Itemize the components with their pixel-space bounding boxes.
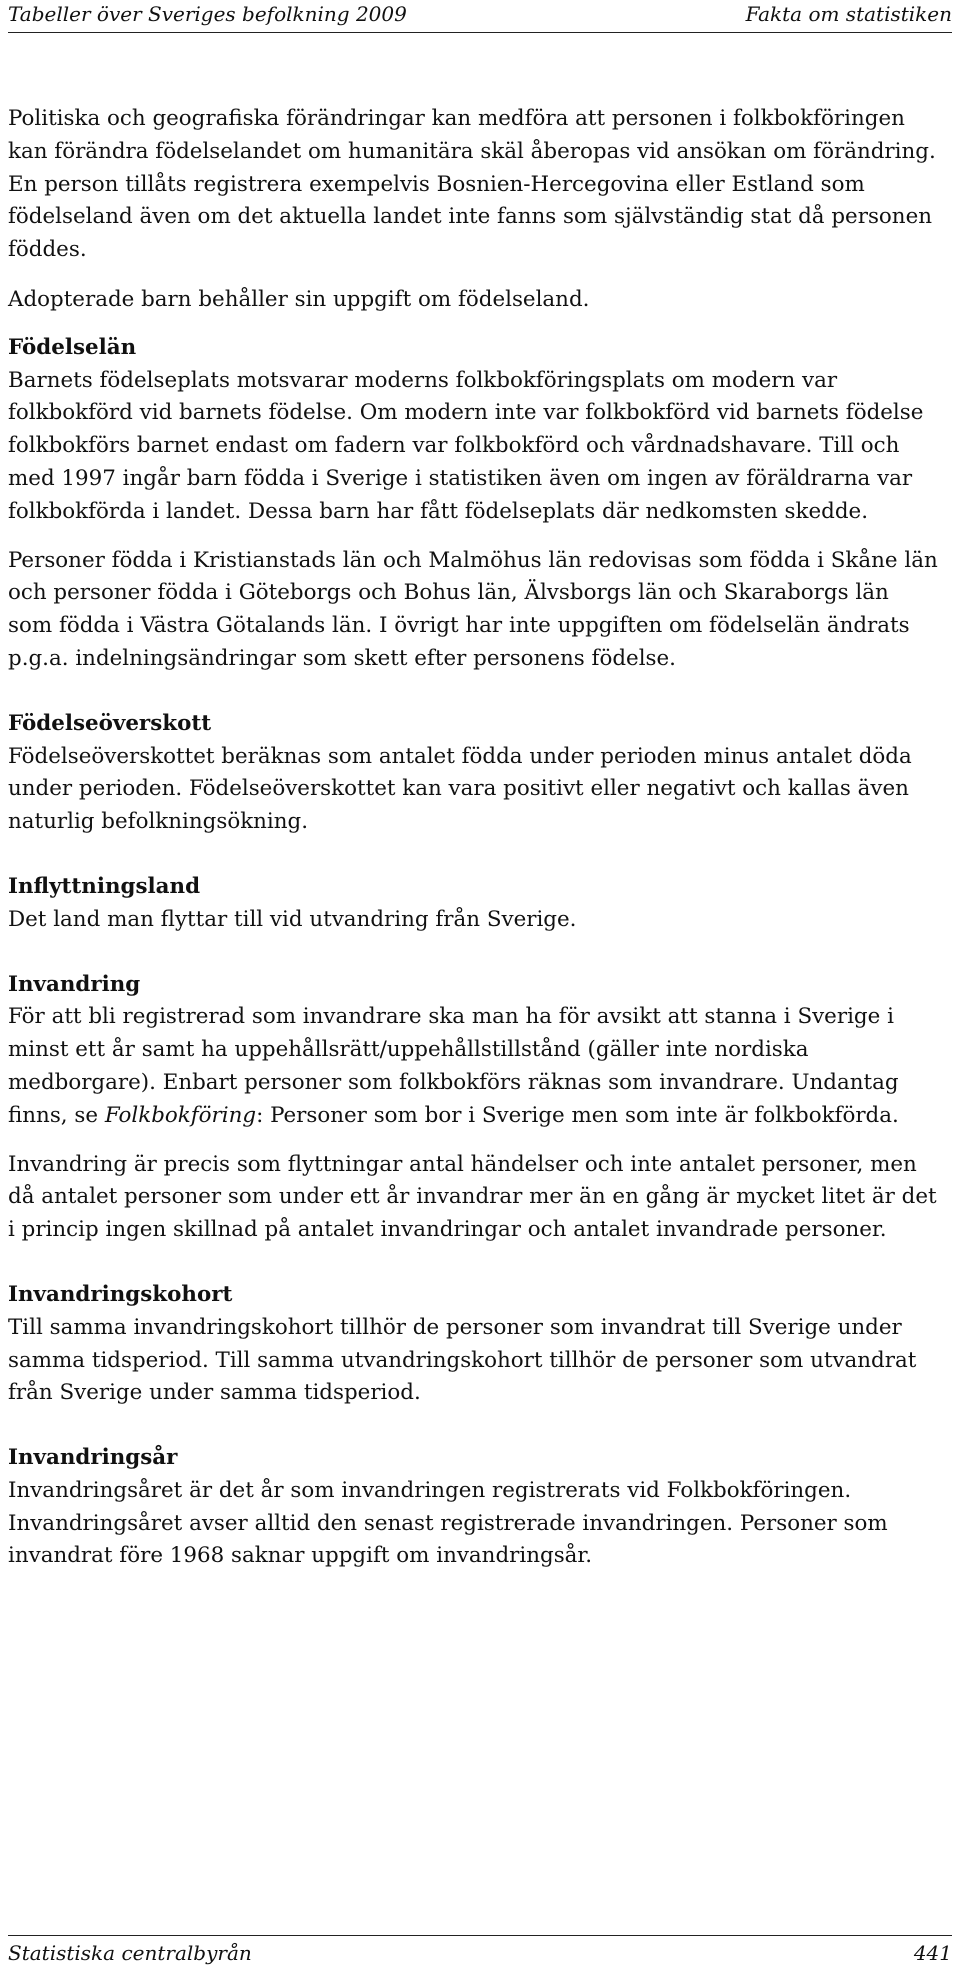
- section-paragraph: Födelseöverskottet beräknas som antalet födda under perioden minus antalet döda under perioden. Födelseöverskottet kan vara positivt eller negativt och kallas även naturlig befolkningsökning.: [8, 743, 912, 835]
- body-text: [8, 103, 938, 1605]
- section-paragraph: Invandringsåret är det år som invandringen registrerats vid Folkbokföringen. Invandringsåret avser alltid den senast registrerade invandringen. Personer som invandrat före 1968 saknar uppgift om invandringsår.: [8, 1477, 888, 1569]
- page-number: 441: [913, 1941, 952, 1965]
- intro-paragraph-1: Politiska och geografiska förändringar kan medföra att personen i folkbokföringen kan förändra födelselandet om humanitära skäl åberopas vid ansökan om förändring. En person tillåts registrera exempelvis Bosnien-Hercegovina eller Estland som födelseland även om det aktuella landet inte fanns som självständig stat då personen föddes.: [8, 106, 936, 263]
- section-invandring: [8, 969, 938, 1247]
- text-run: För att bli registrerad som invandrare ska man ha för avsikt att stanna i Sverige i minst ett år samt ha uppehållsrätt/uppehållstillstånd (gäller inte nordiska medborgare). Enbart personer som folkbokförs räknas som invandrare. Undantag finns, se: [8, 1004, 899, 1128]
- footer-rule: [8, 1935, 952, 1936]
- section-paragraph: Personer födda i Kristianstads län och Malmöhus län redovisas som födda i Skåne län och personer födda i Göteborgs och Bohus län, Älvsborgs län och Skaraborgs län som födda i Västra Götalands län. I övrigt har inte uppgiften om födelselän ändrats p.g.a. indelningsändringar som skett efter personens födelse.: [8, 547, 938, 671]
- section-paragraph: [8, 1001, 938, 1132]
- section-inflyttningsland: [8, 871, 938, 937]
- section-invandringskohort: [8, 1279, 938, 1410]
- section-heading: Inflyttningsland: [8, 873, 201, 899]
- section-heading: Födelseöverskott: [8, 710, 212, 736]
- section-paragraph: Till samma invandringskohort tillhör de personer som invandrat till Sverige under samma tidsperiod. Till samma utvandringskohort tillhör de personer som utvandrat från Sverige under samma tidsperiod.: [8, 1314, 917, 1406]
- section-heading: Invandringskohort: [8, 1281, 233, 1307]
- section-heading: Invandringsår: [8, 1445, 178, 1471]
- text-run: : Personer som bor i Sverige men som inte är folkbokförda.: [256, 1102, 899, 1128]
- section-heading: Invandring: [8, 971, 141, 997]
- section-fodelseoverskott: [8, 708, 938, 839]
- header-chapter-title: Fakta om statistiken: [745, 2, 952, 26]
- section-paragraph: Det land man flyttar till vid utvandring från Sverige.: [8, 906, 577, 932]
- intro-paragraph-2: Adopterade barn behåller sin uppgift om födelseland.: [8, 286, 590, 312]
- running-header: [8, 0, 952, 32]
- section-heading: Födelselän: [8, 334, 137, 360]
- section-fodelselan: [8, 332, 938, 676]
- header-rule: [8, 32, 952, 33]
- section-paragraph: Invandring är precis som flyttningar antal händelser och inte antalet personer, men då antalet personer som under ett år invandrar mer än en gång är mycket litet är det i princip ingen skillnad på antalet invandringar och antalet invandrade personer.: [8, 1151, 937, 1243]
- running-footer: [8, 1940, 952, 1968]
- section-invandringsar: [8, 1442, 938, 1573]
- cross-reference-term: Folkbokföring: [104, 1102, 257, 1128]
- footer-publisher: Statistiska centralbyrån: [8, 1941, 252, 1965]
- header-publication-title: Tabeller över Sveriges befolkning 2009: [8, 2, 407, 26]
- section-paragraph: Barnets födelseplats motsvarar moderns folkbokföringsplats om modern var folkbokförd vid barnets födelse. Om modern inte var folkbokförd vid barnets födelse folkbokförs barnet endast om fadern var folkbokförd och vårdnadshavare. Till och med 1997 ingår barn födda i Sverige i statistiken även om ingen av föräldrarna var folkbokförda i landet. Dessa barn har fått födelseplats där nedkomsten skedde.: [8, 367, 924, 524]
